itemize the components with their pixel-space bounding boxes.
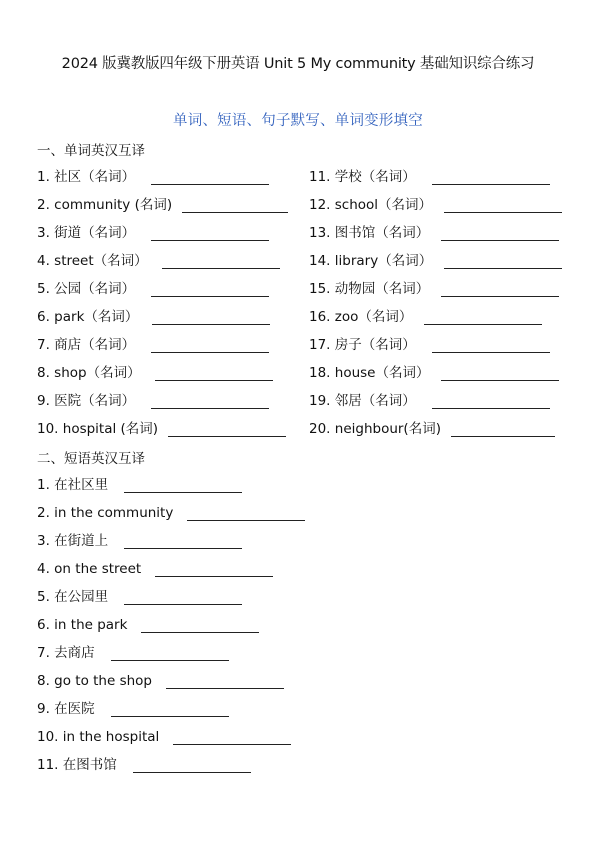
answer-blank[interactable] (124, 534, 242, 549)
phrase-item (37, 613, 259, 633)
phrase-prompt: 11. 在图书馆 (37, 757, 117, 773)
phrase-item (37, 697, 229, 717)
answer-blank[interactable] (432, 338, 550, 353)
word-prompt: 2. community (名词) (37, 197, 173, 213)
word-item (37, 417, 286, 437)
answer-blank[interactable] (444, 254, 562, 269)
answer-blank[interactable] (124, 590, 242, 605)
phrase-item (37, 473, 242, 493)
phrase-prompt: 9. 在医院 (37, 701, 95, 717)
answer-blank[interactable] (151, 226, 269, 241)
word-item (309, 389, 550, 409)
answer-blank[interactable] (173, 730, 291, 745)
answer-blank[interactable] (151, 282, 269, 297)
word-prompt: 3. 街道（名词） (37, 225, 136, 241)
phrase-item (37, 669, 284, 689)
word-item (309, 305, 542, 325)
word-item (309, 249, 562, 269)
phrase-prompt: 6. in the park (37, 617, 128, 633)
word-item (309, 221, 559, 241)
word-item (309, 193, 562, 213)
answer-blank[interactable] (182, 198, 288, 213)
phrase-prompt: 4. on the street (37, 561, 142, 577)
answer-blank[interactable] (152, 310, 270, 325)
word-prompt: 16. zoo（名词） (309, 309, 413, 325)
word-item (37, 249, 280, 269)
answer-blank[interactable] (162, 254, 280, 269)
answer-blank[interactable] (151, 338, 269, 353)
phrase-item (37, 753, 251, 773)
word-item (309, 165, 550, 185)
answer-blank[interactable] (441, 366, 559, 381)
section-heading-words: 一、单词英汉互译 (37, 143, 145, 159)
word-item (37, 277, 269, 297)
word-item (37, 305, 270, 325)
word-item (37, 165, 269, 185)
phrase-item (37, 641, 229, 661)
section-heading-phrases: 二、短语英汉互译 (37, 451, 145, 467)
word-prompt: 11. 学校（名词） (309, 169, 416, 185)
phrase-prompt: 2. in the community (37, 505, 174, 521)
phrase-prompt: 7. 去商店 (37, 645, 95, 661)
word-item (37, 193, 288, 213)
word-prompt: 8. shop（名词） (37, 365, 141, 381)
word-prompt: 4. street（名词） (37, 253, 148, 269)
phrase-item (37, 725, 291, 745)
word-prompt: 14. library（名词） (309, 253, 433, 269)
phrase-item (37, 557, 273, 577)
phrase-item (37, 529, 242, 549)
document-title: 2024 版冀教版四年级下册英语 Unit 5 My community 基础知识综合练习 (61, 56, 535, 72)
word-item (37, 333, 269, 353)
word-prompt: 7. 商店（名词） (37, 337, 136, 353)
word-prompt: 15. 动物园（名词） (309, 281, 430, 297)
answer-blank[interactable] (441, 226, 559, 241)
word-item (37, 389, 269, 409)
phrase-prompt: 1. 在社区里 (37, 477, 109, 493)
document-subtitle: 单词、短语、句子默写、单词变形填空 (173, 113, 423, 129)
word-item (309, 333, 550, 353)
word-prompt: 20. neighbour(名词) (309, 421, 441, 437)
word-item (37, 361, 273, 381)
answer-blank[interactable] (424, 310, 542, 325)
word-prompt: 10. hospital (名词) (37, 421, 159, 437)
word-prompt: 6. park（名词） (37, 309, 139, 325)
answer-blank[interactable] (432, 394, 550, 409)
answer-blank[interactable] (155, 366, 273, 381)
answer-blank[interactable] (124, 478, 242, 493)
phrase-prompt: 8. go to the shop (37, 673, 153, 689)
answer-blank[interactable] (432, 170, 550, 185)
phrase-item (37, 585, 242, 605)
word-prompt: 9. 医院（名词） (37, 393, 136, 409)
answer-blank[interactable] (168, 422, 286, 437)
phrase-item (37, 501, 305, 521)
word-item (309, 277, 559, 297)
answer-blank[interactable] (111, 702, 229, 717)
answer-blank[interactable] (444, 198, 562, 213)
answer-blank[interactable] (133, 758, 251, 773)
answer-blank[interactable] (451, 422, 555, 437)
phrase-prompt: 10. in the hospital (37, 729, 160, 745)
word-prompt: 12. school（名词） (309, 197, 433, 213)
word-prompt: 17. 房子（名词） (309, 337, 416, 353)
word-prompt: 18. house（名词） (309, 365, 430, 381)
answer-blank[interactable] (187, 506, 305, 521)
word-prompt: 5. 公园（名词） (37, 281, 136, 297)
answer-blank[interactable] (441, 282, 559, 297)
answer-blank[interactable] (151, 394, 269, 409)
word-prompt: 19. 邻居（名词） (309, 393, 416, 409)
word-prompt: 13. 图书馆（名词） (309, 225, 430, 241)
phrase-prompt: 3. 在街道上 (37, 533, 109, 549)
answer-blank[interactable] (141, 618, 259, 633)
answer-blank[interactable] (111, 646, 229, 661)
answer-blank[interactable] (155, 562, 273, 577)
word-prompt: 1. 社区（名词） (37, 169, 136, 185)
word-item (309, 361, 559, 381)
phrase-prompt: 5. 在公园里 (37, 589, 109, 605)
word-item (309, 417, 555, 437)
word-item (37, 221, 269, 241)
answer-blank[interactable] (151, 170, 269, 185)
answer-blank[interactable] (166, 674, 284, 689)
